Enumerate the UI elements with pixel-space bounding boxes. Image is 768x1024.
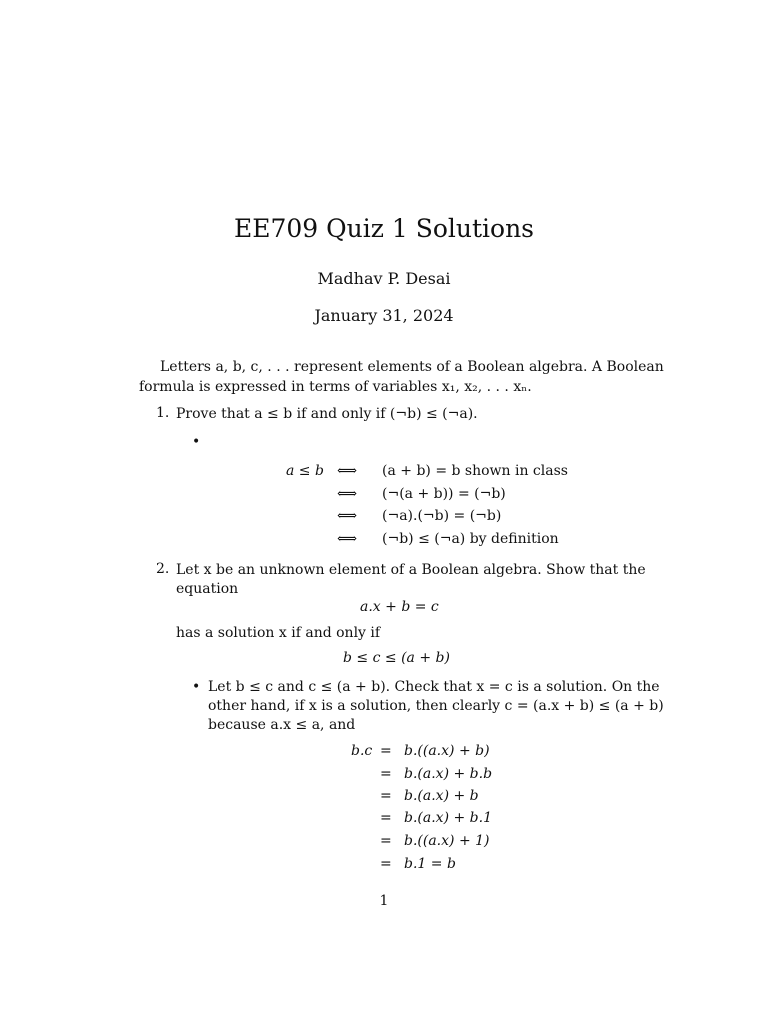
q1-proof-row: (a + b) = b shown in class [382, 463, 568, 479]
q2-derivation-eq: = [380, 788, 392, 804]
page-title: EE709 Quiz 1 Solutions [233, 214, 535, 243]
q1-proof-rel: ⟺ [337, 463, 358, 479]
q2-derivation-row: b.((a.x) + b) [404, 743, 490, 759]
q1-proof-rel: ⟺ [337, 531, 358, 547]
q1-number: 1. [156, 405, 170, 421]
q2-number: 2. [156, 561, 170, 577]
q1-proof-row: (¬b) ≤ (¬a) by definition [382, 531, 559, 547]
q2-derivation-eq: = [380, 766, 392, 782]
q2-solution-line-2: other hand, if x is a solution, then clearly c = (a.x + b) ≤ (a + b) [208, 698, 664, 714]
q2-derivation-eq: = [380, 856, 392, 872]
q1-proof-rel: ⟺ [337, 508, 358, 524]
q1-bullet: • [192, 434, 201, 450]
q2-bullet: • [192, 679, 201, 695]
q2-derivation-row: b.(a.x) + b.1 [404, 810, 492, 826]
q2-solution-line-3: because a.x ≤ a, and [208, 717, 356, 733]
q2-line-1: Let x be an unknown element of a Boolean algebra. Show that the [176, 562, 646, 578]
author: Madhav P. Desai [317, 269, 451, 288]
page-number: 1 [379, 893, 389, 909]
q2-condition: b ≤ c ≤ (a + b) [343, 650, 450, 666]
q1-proof-row: (¬a).(¬b) = (¬b) [382, 508, 502, 524]
q2-derivation-row: b.1 = b [404, 856, 456, 872]
q1-statement: Prove that a ≤ b if and only if (¬b) ≤ (¬a). [176, 406, 478, 422]
intro-line-1: Letters a, b, c, . . . represent elements of a Boolean algebra. A Boolean [160, 359, 664, 375]
q2-derivation-eq: = [380, 810, 392, 826]
q2-derivation-row: b.((a.x) + 1) [404, 833, 490, 849]
q1-proof-rel: ⟺ [337, 486, 358, 502]
q2-equation: a.x + b = c [360, 599, 439, 615]
q2-line-2: equation [176, 581, 239, 597]
q2-derivation-lhs: b.c [351, 743, 373, 759]
q1-proof-lhs: a ≤ b [286, 463, 324, 479]
q2-line-3: has a solution x if and only if [176, 625, 381, 641]
q2-derivation-row: b.(a.x) + b.b [404, 766, 493, 782]
q2-derivation-eq: = [380, 833, 392, 849]
date: January 31, 2024 [314, 306, 454, 325]
q2-derivation-row: b.(a.x) + b [404, 788, 479, 804]
q1-proof-row: (¬(a + b)) = (¬b) [382, 486, 506, 502]
intro-line-2: formula is expressed in terms of variables x₁, x₂, . . . xₙ. [139, 379, 532, 395]
q2-derivation-eq: = [380, 743, 392, 759]
q2-solution-line-1: Let b ≤ c and c ≤ (a + b). Check that x = c is a solution. On the [208, 679, 660, 695]
